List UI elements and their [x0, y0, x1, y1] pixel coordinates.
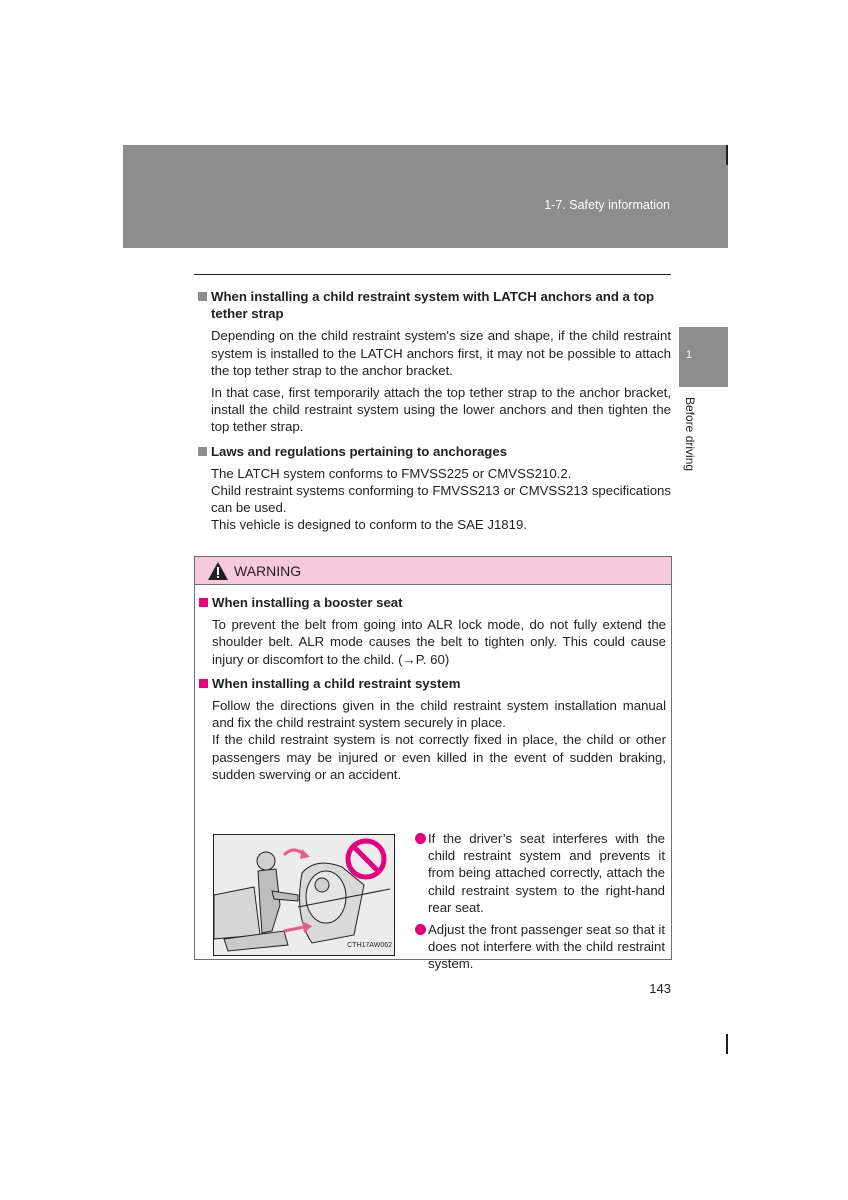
paragraph: To prevent the belt from going into ALR lock mode, do not fully extend the shoulder belt. ALR mode causes the belt to tighten only. This could cause injury or discomfort to the child. (→P. 60) [212, 617, 666, 667]
section-heading: When installing a child restraint system with LATCH anchors and a top tether strap [196, 288, 671, 322]
paragraph: If the child restraint system is not correctly fixed in place, the child or other passengers may be injured or even killed in the event of sudden braking, sudden swerving or an accident. [212, 732, 666, 782]
paragraph: In that case, first temporarily attach the top tether strap to the anchor bracket, install the child restraint system using the lower anchors and then tighten the top tether strap. [211, 385, 671, 435]
header-tick-mark [726, 145, 728, 165]
warning-heading: When installing a child restraint system [197, 675, 666, 692]
footer-tick-mark [726, 1034, 728, 1054]
warning-box [194, 556, 672, 972]
square-bullet-icon [199, 598, 208, 607]
paragraph: Child restraint systems conforming to FMVSS213 or CMVSS213 specifications can be used. [211, 483, 671, 516]
main-content [196, 288, 671, 539]
warning-heading: When installing a booster seat [197, 594, 666, 611]
child-seat-illustration [213, 834, 395, 956]
top-divider [194, 274, 671, 275]
warning-body [197, 594, 666, 972]
paragraph: Depending on the child restraint system's size and shape, if the child restraint system is installed to the LATCH anchors first, it may not be possible to attach the top tether strap to the anchor bracket. [211, 328, 671, 378]
paragraph: This vehicle is designed to conform to the SAE J1819. [211, 517, 527, 533]
notes-list [415, 830, 665, 978]
circle-bullet-icon [415, 833, 426, 844]
section-heading: Laws and regulations pertaining to anchorages [196, 443, 671, 460]
list-item: Adjust the front passenger seat so that it does not interfere with the child restraint system. [415, 921, 665, 973]
warning-triangle-icon [207, 561, 229, 581]
warning-header [195, 557, 671, 585]
paragraph: Follow the directions given in the child restraint system installation manual and fix the child restraint system securely in place. [212, 698, 666, 731]
page-number: 143 [649, 981, 671, 996]
square-bullet-icon [198, 447, 207, 456]
circle-bullet-icon [415, 924, 426, 935]
square-bullet-icon [199, 679, 208, 688]
header-band [123, 145, 728, 248]
chapter-label: Before driving [683, 397, 697, 472]
square-bullet-icon [198, 292, 207, 301]
paragraph: The LATCH system conforms to FMVSS225 or CMVSS210.2. [211, 465, 572, 481]
chapter-number: 1 [686, 349, 693, 361]
list-item: If the driver’s seat interferes with the child restraint system and prevents it from being attached correctly, attach the child restraint system to the right-hand rear seat. [415, 830, 665, 916]
warning-title: WARNING [234, 562, 302, 579]
chapter-tab [679, 327, 728, 387]
figure-code: CTH17AW062 [347, 941, 392, 949]
section-title: 1-7. Safety information [544, 198, 670, 212]
